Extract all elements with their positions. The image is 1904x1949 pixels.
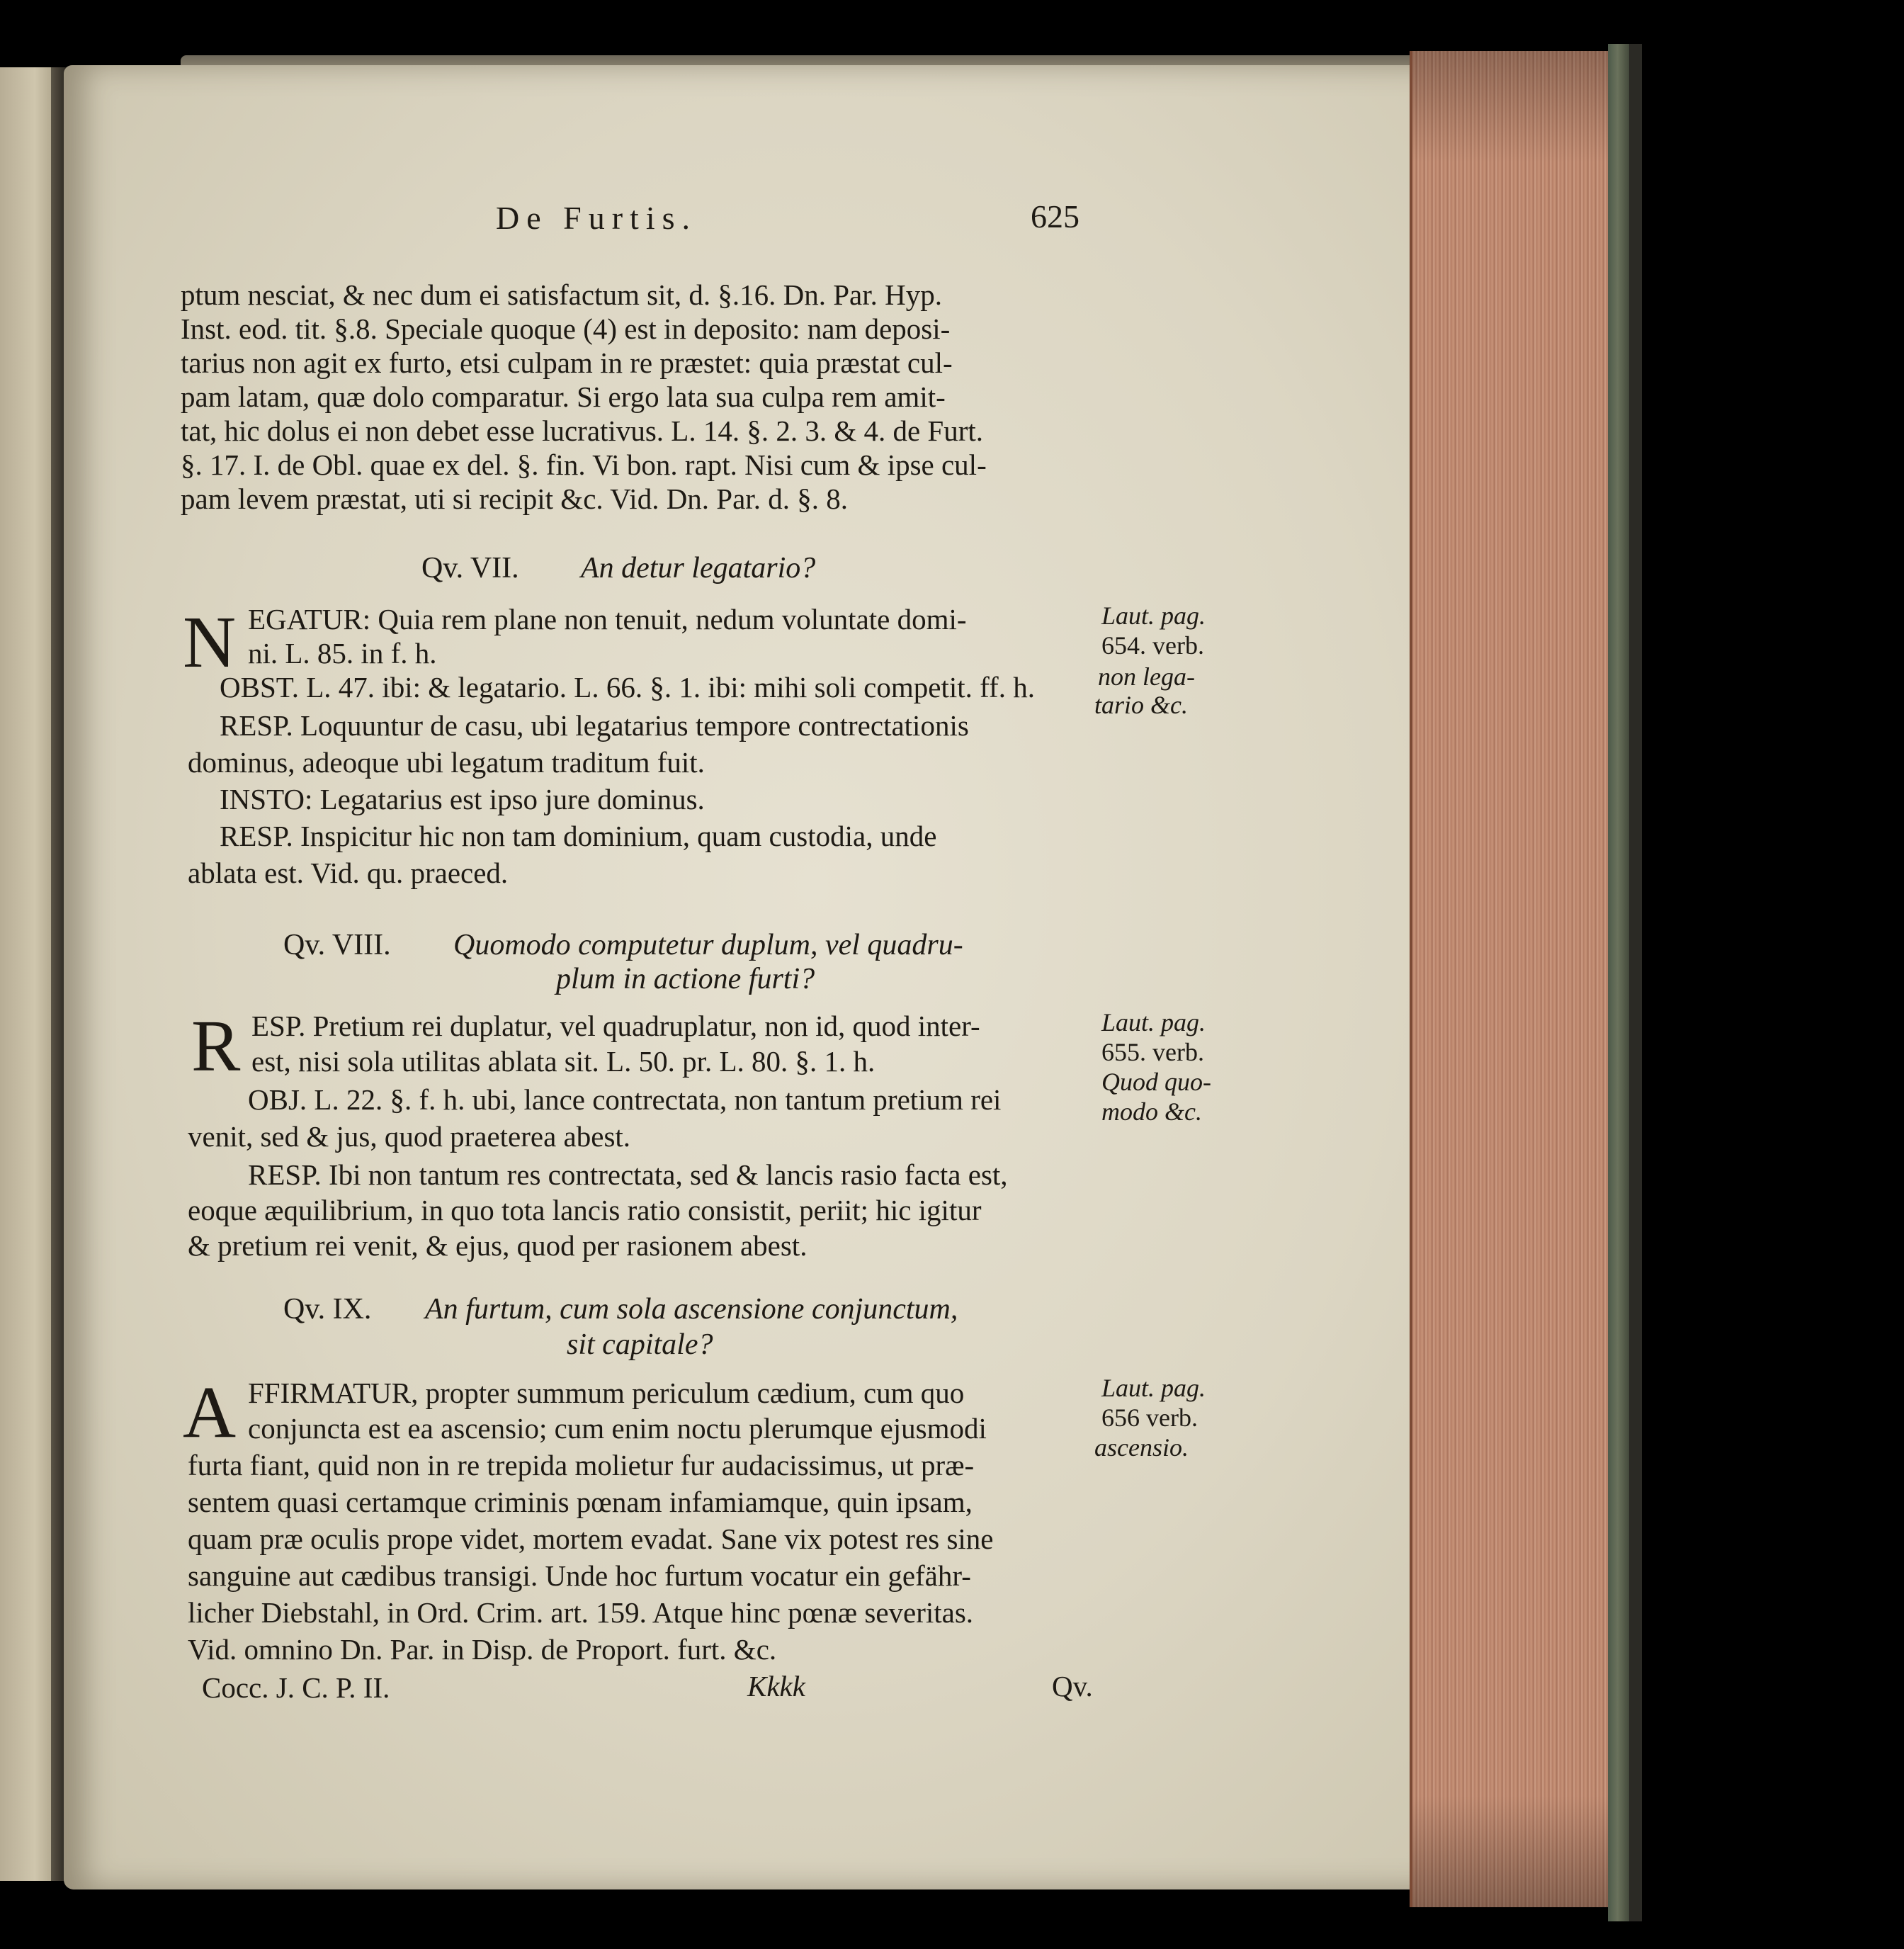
margin-note: 655. verb. — [1101, 1038, 1204, 1066]
text-line: OBST. L. 47. ibi: & legatario. L. 66. §. 1. ibi: mihi soli competit. ff. h. — [220, 671, 1035, 704]
question-title: plum in actione furti? — [556, 963, 815, 995]
text-line: RESP. Loquuntur de casu, ubi legatarius tempore contrectationis — [220, 709, 969, 742]
book-cover-edge — [1608, 44, 1632, 1921]
drop-cap: A — [183, 1372, 237, 1453]
text-line: §. 17. I. de Obl. quae ex del. §. fin. Vi bon. rapt. Nisi cum & ipse cul- — [181, 448, 987, 481]
question-label: Qv. IX. — [283, 1293, 372, 1326]
text-line: OBJ. L. 22. §. f. h. ubi, lance contrectata, non tantum pretium rei — [248, 1083, 1002, 1116]
page-fore-edge — [1410, 51, 1618, 1907]
margin-note: Laut. pag. — [1101, 1008, 1206, 1036]
running-title: De Furtis. — [496, 200, 697, 236]
text-line: INSTO: Legatarius est ipso jure dominus. — [220, 783, 705, 815]
left-page-edge — [0, 67, 58, 1881]
text-line: sentem quasi certamque criminis pœnam infamiamque, quin ipsam, — [188, 1486, 973, 1518]
signature-mark: Cocc. J. C. P. II. — [202, 1671, 390, 1704]
margin-note: 656 verb. — [1101, 1403, 1198, 1432]
text-line: licher Diebstahl, in Ord. Crim. art. 159. Atque hinc pœnæ severitas. — [188, 1596, 974, 1629]
text-line: dominus, adeoque ubi legatum traditum fuit. — [188, 746, 705, 779]
text-line: conjuncta est ea ascensio; cum enim noctu plerumque ejusmodi — [248, 1412, 987, 1445]
text-line: tat, hic dolus ei non debet esse lucrativus. L. 14. §. 2. 3. & 4. de Furt. — [181, 414, 984, 447]
question-title: Quomodo computetur duplum, vel quadru- — [453, 929, 963, 961]
margin-note: ascensio. — [1094, 1433, 1189, 1462]
margin-note: tario &c. — [1094, 691, 1188, 719]
drop-cap: N — [183, 601, 237, 683]
text-line: RESP. Ibi non tantum res contrectata, sed & lancis rasio facta est, — [248, 1158, 1008, 1191]
margin-note: Laut. pag. — [1101, 1374, 1206, 1402]
question-title: An detur legatario? — [581, 552, 816, 584]
question-label: Qv. VIII. — [283, 929, 391, 961]
margin-note: non lega- — [1098, 662, 1195, 691]
text-line: Inst. eod. tit. §.8. Speciale quoque (4) est in deposito: nam deposi- — [181, 312, 951, 345]
text-line: venit, sed & jus, quod praeterea abest. — [188, 1120, 631, 1153]
question-title: An furtum, cum sola ascensione conjunctum, — [425, 1293, 958, 1326]
drop-cap: R — [191, 1005, 241, 1087]
book-cover-rim — [1629, 44, 1642, 1921]
text-line: ni. L. 85. in f. h. — [248, 637, 437, 670]
text-line: FFIRMATUR, propter summum periculum cædium, cum quo — [248, 1377, 965, 1409]
text-line: & pretium rei venit, & ejus, quod per rasionem abest. — [188, 1229, 808, 1262]
gathering-mark: Kkkk — [747, 1670, 805, 1702]
text-line: pam latam, quæ dolo comparatur. Si ergo lata sua culpa rem amit- — [181, 380, 946, 413]
text-line: ptum nesciat, & nec dum ei satisfactum sit, d. §.16. Dn. Par. Hyp. — [181, 278, 942, 311]
text-line: quam præ oculis prope videt, mortem evadat. Sane vix potest res sine — [188, 1523, 994, 1555]
margin-note: modo &c. — [1101, 1097, 1202, 1126]
text-line: RESP. Inspicitur hic non tam dominium, quam custodia, unde — [220, 820, 937, 852]
text-line: est, nisi sola utilitas ablata sit. L. 50. pr. L. 80. §. 1. h. — [251, 1045, 876, 1078]
page-number: 625 — [1031, 198, 1080, 235]
margin-note: Laut. pag. — [1101, 601, 1206, 630]
margin-note: 654. verb. — [1101, 631, 1204, 660]
text-line: tarius non agit ex furto, etsi culpam in re præstet: quia præstat cul- — [181, 346, 953, 379]
text-line: eoque æquilibrium, in quo tota lancis ratio consistit, periit; hic igitur — [188, 1194, 982, 1226]
text-line: ESP. Pretium rei duplatur, vel quadruplatur, non id, quod inter- — [251, 1010, 980, 1042]
text-line: sanguine aut cædibus transigi. Unde hoc furtum vocatur ein gefähr- — [188, 1559, 971, 1592]
text-line: pam levem præstat, uti si recipit &c. Vid. Dn. Par. d. §. 8. — [181, 482, 848, 515]
text-line: EGATUR: Quia rem plane non tenuit, nedum voluntate domi- — [248, 603, 967, 635]
catchword: Qv. — [1052, 1670, 1093, 1702]
margin-note: Quod quo- — [1101, 1068, 1211, 1096]
text-line: ablata est. Vid. qu. praeced. — [188, 857, 509, 889]
question-label: Qv. VII. — [421, 552, 519, 584]
text-line: furta fiant, quid non in re trepida molietur fur audacissimus, ut præ- — [188, 1449, 975, 1481]
text-line: Vid. omnino Dn. Par. in Disp. de Proport. furt. &c. — [188, 1633, 777, 1666]
question-title: sit capitale? — [567, 1328, 713, 1361]
